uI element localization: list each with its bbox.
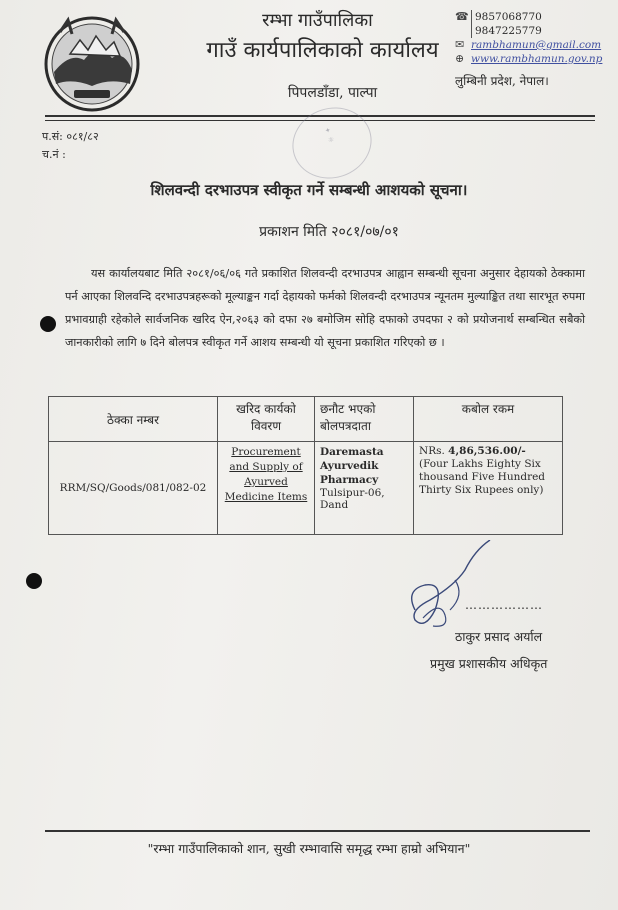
globe-icon: ⊕: [455, 52, 465, 65]
table-header-row: [49, 397, 563, 442]
office-name: गाउँ कार्यपालिकाको कार्यालय: [206, 38, 439, 63]
bidder-cell: [315, 442, 414, 535]
signatory-title: प्रमुख प्रशासकीय अधिकृत: [430, 656, 548, 671]
amount-prefix: NRs.: [419, 445, 445, 457]
phone-number-2: 9847225779: [475, 25, 542, 37]
letter-number: प.सं: ०८१/८२: [42, 130, 99, 143]
phone-number-1: 9857068770: [475, 11, 542, 23]
notice-subject: शिलवन्दी दरभाउपत्र स्वीकृत गर्ने सम्बन्धी आशयको सूचना।: [150, 181, 468, 199]
email-icon: ✉: [455, 38, 465, 51]
footer-rule: [45, 830, 590, 832]
punch-hole-upper: [40, 316, 56, 332]
column-header-description: खरिद कार्यको विवरण: [218, 397, 315, 442]
phone-icon: ☎: [455, 10, 469, 23]
bidder-address: Tulsipur-06, Dand: [320, 487, 385, 511]
municipality-name: रम्भा गाउँपालिका: [262, 10, 373, 31]
punch-hole-lower: [26, 573, 42, 589]
notice-body: यस कार्यालयबाट मिति २०८१/०६/०६ गते प्रकाशित शिलवन्दी दरभाउपत्र आह्वान सम्बन्धी सूचना अनुसार देहायको ठेक्कामा पर्न आएका शिलवन्दि दरभाउपत्रहरूको मूल्याङ्कन गर्दा देहायको फर्मको शिलवन्दी दरभाउपत्र न्यूनतम मुल्याङ्कित तथा सारभूत रुपमा प्रभावग्राही रहेकोले सार्वजनिक खरिद ऐन,२०६३ को दफा २७ बमोजिम सोहि दफाको उपदफा २ को प्रयोजनार्थ सम्बन्धित सबैको जानकारीको लागि ७ दिने बोलपत्र स्वीकृत गर्ने आशय सम्बन्धी यो सूचना प्रकाशित गरिएको छ ।: [65, 267, 585, 349]
website-link[interactable]: www.rambhamun.gov.np: [471, 53, 603, 65]
column-header-contract-no: ठेक्का नम्बर: [49, 397, 218, 442]
column-header-bidder: छनौट भएको बोलपत्रदाता: [315, 397, 414, 442]
dispatch-number: च.नं :: [42, 148, 66, 161]
office-location: पिपलडाँडा, पाल्पा: [287, 85, 378, 101]
footer-slogan: "रम्भा गाउँपालिकाको शान, सुखी रम्भावासि समृद्ध रम्भा हाम्रो अभियान": [147, 841, 471, 856]
procurement-description: Procurement and Supply of Ayurved Medicine Items: [224, 446, 308, 503]
office-seal-stamp: ✦ ☼: [283, 97, 381, 188]
contract-number-cell: RRM/SQ/Goods/081/082-02: [49, 442, 218, 535]
email-link[interactable]: rambhamun@gmail.com: [471, 39, 602, 51]
amount-in-words: (Four Lakhs Eighty Six thousand Five Hundred Thirty Six Rupees only): [419, 458, 546, 496]
nepal-government-emblem: [40, 12, 144, 116]
description-cell: [218, 442, 315, 535]
amount-cell: [414, 442, 563, 535]
bidder-name: Daremasta Ayurvedik Pharmacy: [320, 446, 384, 486]
province-name: लुम्बिनी प्रदेश, नेपाल।: [455, 74, 549, 88]
column-header-amount: कबोल रकम: [414, 397, 563, 442]
letterhead-title-block: [180, 8, 455, 104]
contact-block: [455, 10, 615, 88]
amount-value: 4,86,536.00/-: [448, 445, 526, 457]
bid-table: [48, 396, 563, 535]
phone-numbers: [471, 10, 542, 38]
signatory-name: ठाकुर प्रसाद अर्याल: [455, 629, 543, 644]
signature-dotted-line: ………………: [465, 598, 543, 612]
reference-block: [42, 128, 99, 164]
publication-date: प्रकाशन मिति २०८१/०७/०१: [259, 224, 399, 240]
table-row: [49, 442, 563, 535]
